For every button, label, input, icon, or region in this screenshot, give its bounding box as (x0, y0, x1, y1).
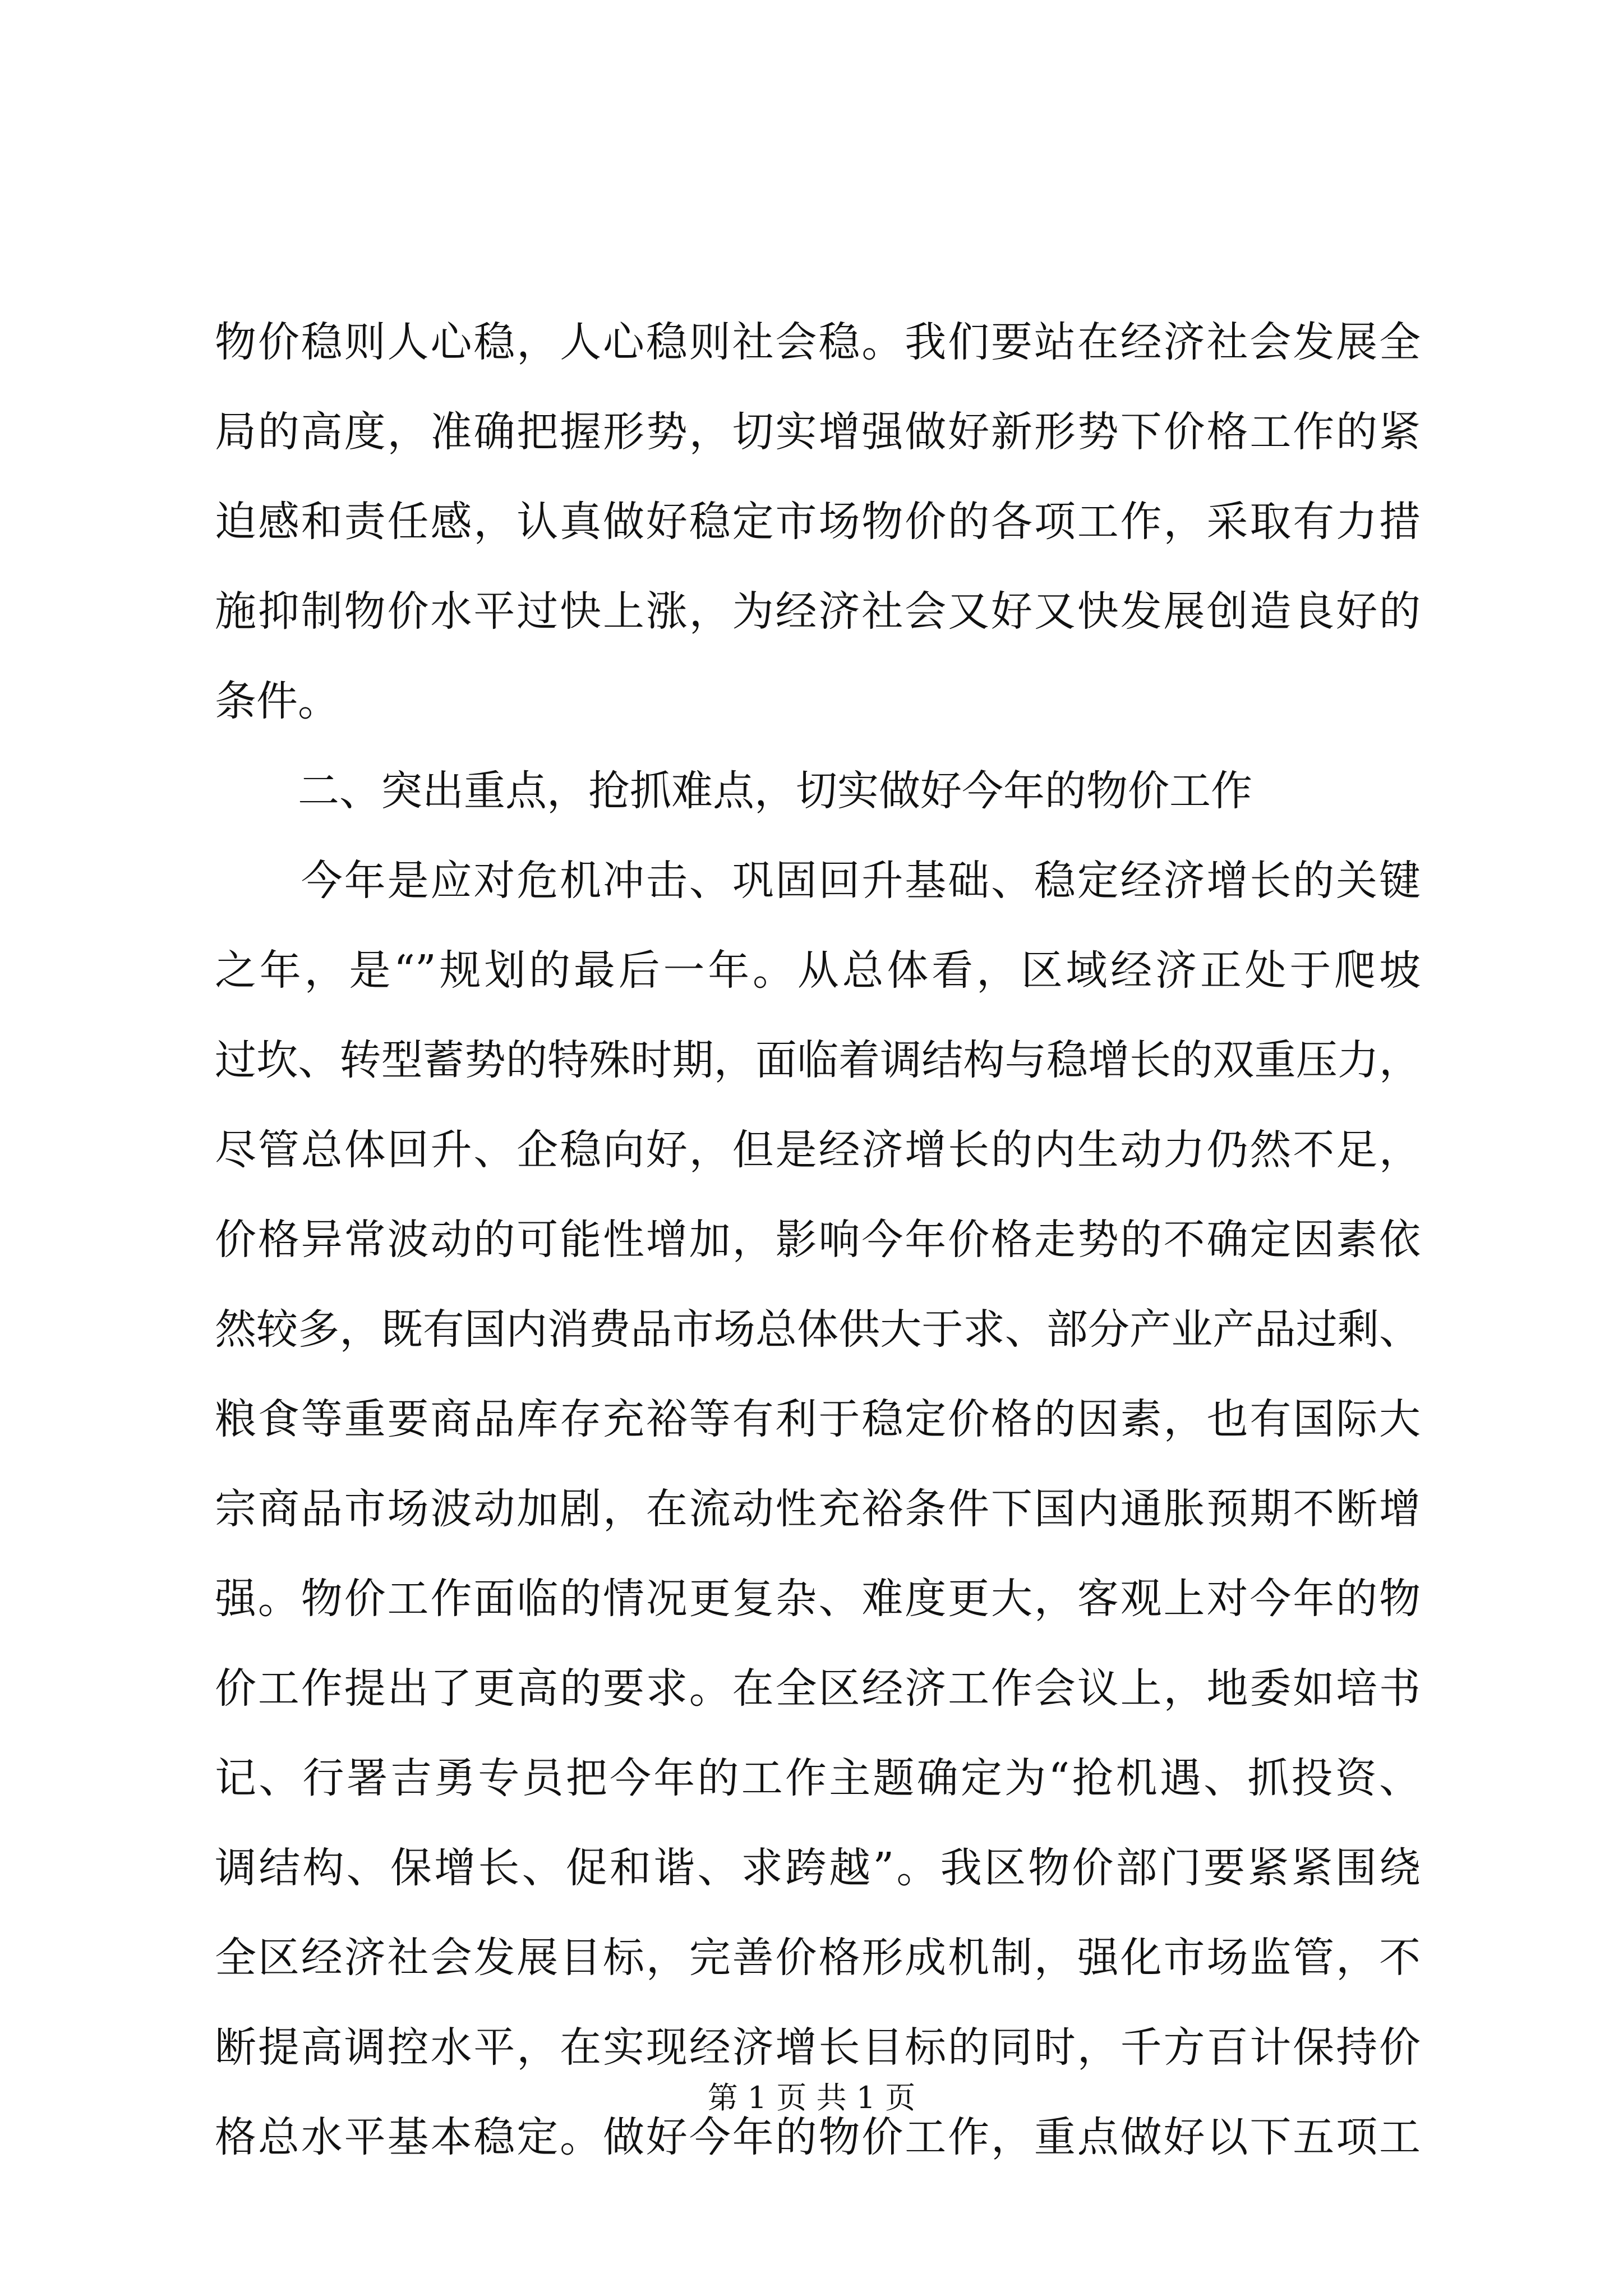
text-line: 然较多，既有国内消费品市场总体供大于求、部分产业产品过剩、 (215, 1305, 1421, 1354)
document-body (215, 297, 1421, 2182)
paragraph (215, 297, 1421, 746)
text-line: 今年是应对危机冲击、巩固回升基础、稳定经济增长的关键 (215, 857, 1421, 905)
heading-line: 二、突出重点，抢抓难点，切实做好今年的物价工作 (215, 767, 1252, 815)
text-line: 价工作提出了更高的要求。在全区经济工作会议上，地委如培书 (215, 1664, 1421, 1713)
page-number: 第 1 页 共 1 页 (707, 2080, 916, 2115)
text-line: 价格异常波动的可能性增加，影响今年价格走势的不确定因素依 (215, 1216, 1421, 1264)
text-line: 调结构、保增长、促和谐、求跨越”。我区物价部门要紧紧围绕 (215, 1844, 1421, 1892)
text-line: 记、行署吉勇专员把今年的工作主题确定为“抢机遇、抓投资、 (215, 1754, 1421, 1802)
page-footer (0, 2076, 1623, 2120)
text-line: 条件。 (215, 677, 339, 725)
text-line: 过坎、转型蓄势的特殊时期，面临着调结构与稳增长的双重压力， (215, 1036, 1421, 1084)
text-line: 粮食等重要商品库存充裕等有利于稳定价格的因素，也有国际大 (215, 1395, 1421, 1443)
text-line: 物价稳则人心稳，人心稳则社会稳。我们要站在经济社会发展全 (215, 318, 1421, 366)
text-line: 断提高调控水平，在实现经济增长目标的同时，千方百计保持价 (215, 2023, 1421, 2072)
text-line: 迫感和责任感，认真做好稳定市场物价的各项工作，采取有力措 (215, 498, 1421, 546)
paragraph (215, 836, 1421, 2182)
text-line: 全区经济社会发展目标，完善价格形成机制，强化市场监管，不 (215, 1934, 1421, 1982)
text-line: 宗商品市场波动加剧，在流动性充裕条件下国内通胀预期不断增 (215, 1485, 1421, 1533)
text-line: 局的高度，准确把握形势，切实增强做好新形势下价格工作的紧 (215, 408, 1421, 456)
text-line: 格总水平基本稳定。做好今年的物价工作，重点做好以下五项工 (215, 2113, 1421, 2161)
text-line: 之年，是“”规划的最后一年。从总体看，区域经济正处于爬坡 (215, 946, 1421, 995)
section-heading (215, 746, 1421, 836)
text-line: 尽管总体回升、企稳向好，但是经济增长的内生动力仍然不足， (215, 1126, 1421, 1174)
text-line: 强。物价工作面临的情况更复杂、难度更大，客观上对今年的物 (215, 1575, 1421, 1623)
text-line: 施抑制物价水平过快上涨，为经济社会又好又快发展创造良好的 (215, 587, 1421, 636)
